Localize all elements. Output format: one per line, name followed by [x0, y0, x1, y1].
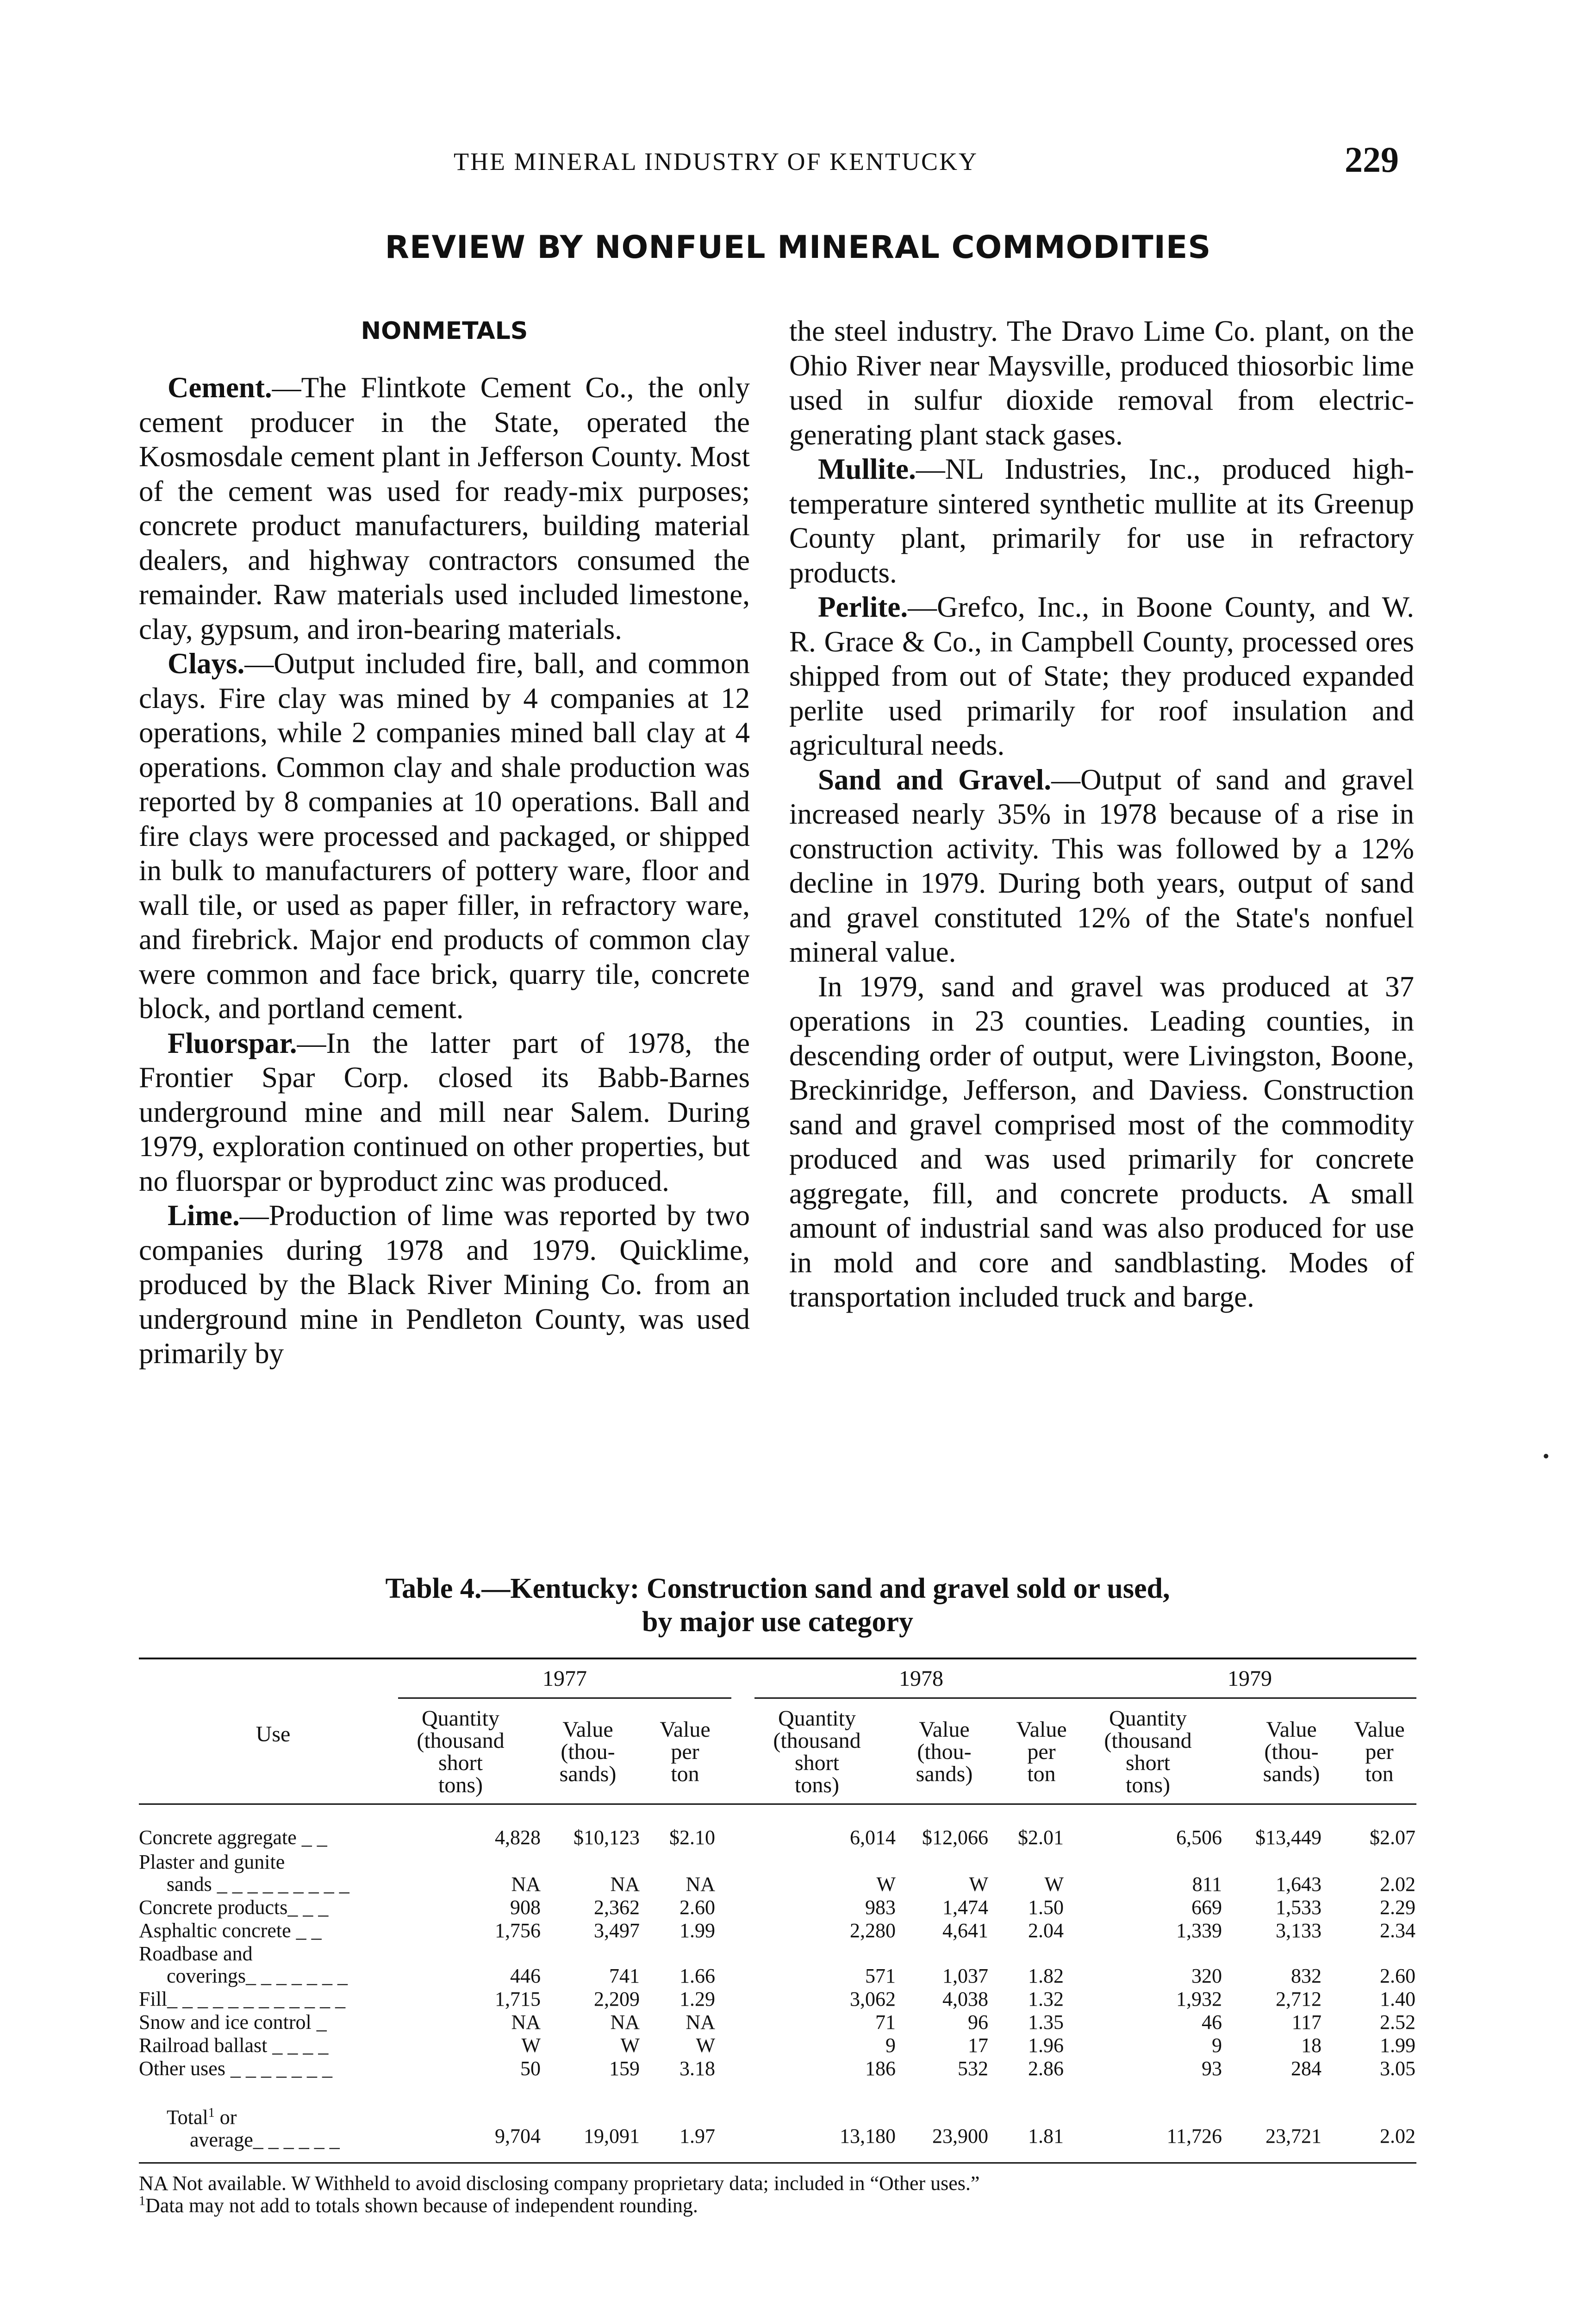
year-rule-1977 [398, 1697, 731, 1699]
table-cell: 811 [1192, 1873, 1222, 1896]
header-line: short [1126, 1751, 1170, 1775]
row-label [139, 1920, 322, 1942]
table-cell: W [876, 1873, 896, 1896]
paragraph-text: —Production of lime was reported by two companies during 1978 and 1979. Quicklime, produced by the Black River Mining Co. from an underground mine in Pendleton County, was used primarily by [139, 1199, 750, 1370]
header-line: short [438, 1751, 483, 1775]
total-cell: 2.02 [1380, 2125, 1415, 2147]
paragraph-head: Perlite. [818, 591, 908, 623]
table-cell: 4,641 [942, 1919, 988, 1942]
paragraph-cement [139, 370, 750, 646]
paragraph-text: —In the latter part of 1978, the Frontier Spar Corp. closed its Babb-Barnes underground mine and mill near Salem. During 1979, exploration continued on other properties, but no fluorspar or byproduct zinc was produced. [139, 1026, 750, 1197]
total-label-line: average_ _ _ _ _ _ [190, 2128, 340, 2151]
table-cell: 3,497 [594, 1919, 640, 1942]
paragraph-sand-gravel [789, 763, 1414, 970]
total-cell: 1.81 [1028, 2125, 1064, 2147]
paragraph-text: —Grefco, Inc., in Boone County, and W. R. Grace & Co., in Campbell County, processed ores shipped from out of State; they produced expanded perlite used primarily for roof insulation and agricultural needs. [789, 591, 1414, 761]
header-line: Value [1016, 1717, 1067, 1742]
subsection-title: NONMETALS [361, 317, 528, 345]
header-quantity-1978 [754, 1708, 879, 1796]
table-cell: 96 [968, 2011, 988, 2033]
header-line: tons) [1126, 1773, 1170, 1797]
table-cell: W [521, 2034, 541, 2057]
table-cell: 3.05 [1380, 2057, 1415, 2080]
row-label-line: Snow and ice control _ [139, 2011, 327, 2033]
table-cell: 669 [1191, 1896, 1222, 1919]
header-line: per [671, 1739, 699, 1764]
table-cell: W [620, 2034, 640, 2057]
table-cell: 159 [609, 2057, 640, 2080]
table-cell: 71 [875, 2011, 896, 2033]
table-cell: 9 [885, 2034, 896, 2057]
paragraph-text: —Output of sand and gravel increased nearly 35% in 1978 because of a rise in construction activity. This was followed by a 12% decline in 1979. During both years, output of sand and gravel constituted 12% of the State's nonfuel mineral value. [789, 763, 1414, 968]
header-line: (thou- [561, 1739, 615, 1764]
table-cell: NA [686, 1873, 715, 1896]
table-cell: 1,339 [1176, 1919, 1222, 1942]
paragraph-text: —Output included fire, ball, and common clays. Fire clay was mined by 4 companies at 12 operations, while 2 companies mined ball clay at 4 operations. Common clay and shale production was reported by 8 companies at 10 operations. Ball and fire clays were processed and packaged, or shipped in bulk to manufacturers of pottery ware, floor and wall tile, or used as paper filler, in refractory ware, and firebrick. Major end products of common clay were common and face brick, quarry tile, concrete block, and portland cement. [139, 647, 750, 1025]
year-rule-1979 [1083, 1697, 1416, 1699]
total-cell: 19,091 [584, 2125, 640, 2147]
left-column [139, 370, 750, 1371]
header-line: (thousand [773, 1728, 861, 1753]
table-cell: $10,123 [574, 1826, 640, 1849]
paragraph-head: Cement. [168, 371, 272, 404]
table-top-rule [139, 1658, 1416, 1659]
row-label-line: Concrete aggregate _ _ [139, 1826, 327, 1849]
total-cell: 23,721 [1266, 2125, 1322, 2147]
table-cell: 2.02 [1380, 1873, 1415, 1896]
table-cell: 1,715 [495, 1988, 541, 2010]
header-line: Value [1266, 1717, 1317, 1742]
table-cell: 3,062 [850, 1988, 896, 2010]
table-cell: 571 [865, 1965, 896, 1987]
paragraph-head: Lime. [168, 1199, 240, 1232]
table-cell: $2.07 [1370, 1826, 1415, 1849]
table-cell: 18 [1301, 2034, 1322, 2057]
table-cell: 2,280 [850, 1919, 896, 1942]
total-cell: 23,900 [932, 2125, 988, 2147]
table-cell: 1.99 [680, 1919, 715, 1942]
table-cell: 832 [1291, 1965, 1322, 1987]
header-line: tons) [795, 1773, 839, 1797]
table-cell: 2.60 [680, 1896, 715, 1919]
header-line: Quantity [1109, 1706, 1187, 1731]
paragraph-lime [139, 1198, 750, 1371]
total-row-label [167, 2102, 340, 2151]
table-cell: $2.01 [1018, 1826, 1064, 1849]
total-label: Total [167, 2106, 208, 2129]
table-title-line2: by major use category [642, 1606, 913, 1638]
paragraph-head: Sand and Gravel. [818, 763, 1052, 796]
header-value-per-ton-1977 [648, 1719, 722, 1785]
header-line: Value [919, 1717, 970, 1742]
header-line: per [1027, 1739, 1056, 1764]
table-cell: 6,506 [1176, 1826, 1222, 1849]
use-header: Use [256, 1722, 291, 1746]
paragraph-lime-continued: the steel industry. The Dravo Lime Co. plant, on the Ohio River near Maysville, produced thiosorbic lime used in sulfur dioxide removal from electric-generating plant stack gases. [789, 315, 1414, 451]
row-label [139, 1827, 327, 1849]
header-line: sands) [1263, 1762, 1320, 1786]
table-cell: $12,066 [922, 1826, 988, 1849]
paragraph-head: Mullite. [818, 453, 916, 485]
table-cell: $2.10 [669, 1826, 715, 1849]
row-label-line: Railroad ballast _ _ _ _ [139, 2034, 329, 2057]
table-footnote-2 [139, 2194, 698, 2217]
table-cell: 1,643 [1276, 1873, 1322, 1896]
row-label-line: Fill_ _ _ _ _ _ _ _ _ _ _ _ [139, 1988, 346, 2010]
table-cell: NA [610, 1873, 640, 1896]
table-cell: NA [511, 1873, 541, 1896]
table-cell: 532 [958, 2057, 988, 2080]
table-cell: 2.86 [1028, 2057, 1064, 2080]
table-cell: 1.96 [1028, 2034, 1064, 2057]
table-cell: NA [511, 2011, 541, 2033]
table-cell: 2.04 [1028, 1919, 1064, 1942]
year-rule-1978 [754, 1697, 1088, 1699]
table-cell: 983 [865, 1896, 896, 1919]
paragraph-head: Fluorspar. [168, 1026, 297, 1059]
table-cell: 1.99 [1380, 2034, 1415, 2057]
header-value-1978 [903, 1719, 986, 1785]
paragraph-mullite [789, 452, 1414, 590]
total-cell: 9,704 [495, 2125, 541, 2147]
header-line: (thousand [1104, 1728, 1192, 1753]
paragraph-perlite [789, 590, 1414, 763]
table-cell: 2.34 [1380, 1919, 1415, 1942]
table-cell: 2.60 [1380, 1965, 1415, 1987]
table-cell: 17 [968, 2034, 988, 2057]
header-value-per-ton-1978 [1004, 1719, 1079, 1785]
section-title: REVIEW BY NONFUEL MINERAL COMMODITIES [385, 229, 1211, 266]
table-title [139, 1572, 1416, 1639]
header-line: Quantity [778, 1706, 856, 1731]
table-cell: 1.66 [680, 1965, 715, 1987]
table-bottom-rule [139, 2162, 1416, 2164]
header-quantity-1977 [398, 1708, 523, 1796]
table-cell: 1,037 [942, 1965, 988, 1987]
row-label-line: Other uses _ _ _ _ _ _ _ [139, 2057, 332, 2080]
table-header-rule [139, 1803, 1416, 1805]
year-label-1978: 1978 [899, 1666, 943, 1691]
table-cell: 46 [1202, 2011, 1222, 2033]
running-head: THE MINERAL INDUSTRY OF KENTUCKY [454, 148, 978, 175]
row-label-line: coverings_ _ _ _ _ _ _ [167, 1965, 348, 1987]
paragraph-clays [139, 646, 750, 1026]
header-line: tons) [438, 1773, 483, 1797]
header-line: sands) [916, 1762, 973, 1786]
paragraph-head: Clays. [168, 647, 245, 680]
table-title-line1: Table 4.—Kentucky: Construction sand and gravel sold or used, [385, 1573, 1170, 1604]
row-label [139, 1943, 348, 1987]
total-label-or: or [214, 2106, 237, 2129]
table-cell: 284 [1291, 2057, 1322, 2080]
header-line: (thou- [1264, 1739, 1319, 1764]
table-cell: 2,362 [594, 1896, 640, 1919]
paragraph-text: —NL Industries, Inc., produced high-temperature sintered synthetic mullite at its Greenup County plant, primarily for use in refractory products. [789, 453, 1414, 589]
row-label [139, 1851, 349, 1896]
header-line: ton [1027, 1762, 1056, 1786]
table-cell: 93 [1202, 2057, 1222, 2080]
row-label [139, 2058, 332, 2080]
table-cell: 2,712 [1276, 1988, 1322, 2010]
total-cell: 13,180 [840, 2125, 896, 2147]
header-line: Value [660, 1717, 711, 1742]
header-value-per-ton-1979 [1345, 1719, 1414, 1785]
total-cell: 11,726 [1166, 2125, 1222, 2147]
table-cell: NA [610, 2011, 640, 2033]
table-cell: 908 [510, 1896, 541, 1919]
header-line: (thousand [417, 1728, 505, 1753]
table-footnote-1: NA Not available. W Withheld to avoid disclosing company proprietary data; included in “Other uses.” [139, 2172, 980, 2195]
table-cell: 1.40 [1380, 1988, 1415, 2010]
year-label-1977: 1977 [542, 1666, 587, 1691]
table-cell: W [696, 2034, 715, 2057]
row-label-line: Concrete products_ _ _ [139, 1896, 329, 1919]
header-value-1977 [546, 1719, 630, 1785]
table-cell: W [1044, 1873, 1064, 1896]
header-value-1979 [1250, 1719, 1333, 1785]
row-label-line: sands _ _ _ _ _ _ _ _ _ [167, 1873, 349, 1896]
table-cell: W [969, 1873, 988, 1896]
paragraph-sand-gravel-2: In 1979, sand and gravel was produced at 37 operations in 23 counties. Leading counties, in descending order of output, were Livingston, Boone, Breckinridge, Jefferson, and Daviess. Construction sand and gravel comprised most of the commodity produced and was used primarily for concrete aggregate, fill, and concrete products. A small amount of industrial sand was also produced for use in mold and core and sandblasting. Modes of transportation included truck and barge. [789, 970, 1414, 1313]
header-line: Value [1354, 1717, 1405, 1742]
stray-mark [1544, 1454, 1548, 1458]
total-footnote-marker: 1 [208, 2106, 215, 2120]
table-cell: 1,474 [942, 1896, 988, 1919]
table-cell: 4,828 [495, 1826, 541, 1849]
row-label [139, 1896, 328, 1919]
table-cell: 9 [1212, 2034, 1222, 2057]
table-cell: 1.50 [1028, 1896, 1064, 1919]
table-cell: 4,038 [942, 1988, 988, 2010]
footnote-marker: 1 [139, 2194, 145, 2209]
header-line: Value [562, 1717, 613, 1742]
paragraph-fluorspar [139, 1026, 750, 1199]
row-label [139, 2011, 327, 2033]
table-cell: 117 [1291, 2011, 1322, 2033]
table-cell: 50 [520, 2057, 541, 2080]
table-cell: 1.32 [1028, 1988, 1064, 2010]
total-label-line [167, 2102, 340, 2129]
table-cell: 6,014 [850, 1826, 896, 1849]
year-label-1979: 1979 [1228, 1666, 1272, 1691]
row-label-line: Plaster and gunite [139, 1851, 285, 1873]
table-cell: 1,533 [1276, 1896, 1322, 1919]
paragraph-text: —The Flintkote Cement Co., the only cement producer in the State, operated the Kosmosdale cement plant in Jefferson County. Most of the cement was used for ready-mix purposes; concrete product manufacturers, building material dealers, and highway contractors consumed the remainder. Raw materials used included limestone, clay, gypsum, and iron-bearing materials. [139, 371, 750, 645]
header-line: (thou- [917, 1739, 972, 1764]
table-cell: 1,932 [1176, 1988, 1222, 2010]
table-cell: 320 [1191, 1965, 1222, 1987]
table-cell: $13,449 [1255, 1826, 1322, 1849]
header-line: ton [1365, 1762, 1394, 1786]
right-column [789, 314, 1414, 1314]
table-cell: 446 [510, 1965, 541, 1987]
table-cell: 1,756 [495, 1919, 541, 1942]
table-cell: 3.18 [680, 2057, 715, 2080]
table-cell: 1.29 [680, 1988, 715, 2010]
row-label-line: Asphaltic concrete _ _ [139, 1919, 322, 1942]
table-cell: 2.52 [1380, 2011, 1415, 2033]
row-label-line: Roadbase and [139, 1942, 253, 1965]
header-line: Quantity [422, 1706, 499, 1731]
row-label [139, 1988, 345, 2010]
table-cell: 1.35 [1028, 2011, 1064, 2033]
row-label [139, 2034, 328, 2057]
table-cell: 2,209 [594, 1988, 640, 2010]
header-line: short [795, 1751, 839, 1775]
table-cell: 3,133 [1276, 1919, 1322, 1942]
table-cell: 741 [609, 1965, 640, 1987]
footnote-text: Data may not add to totals shown because of independent rounding. [145, 2194, 698, 2217]
header-line: per [1365, 1739, 1394, 1764]
table-cell: 186 [865, 2057, 896, 2080]
header-quantity-1979 [1085, 1708, 1210, 1796]
header-line: ton [671, 1762, 699, 1786]
page-number: 229 [1345, 139, 1399, 180]
total-cell: 1.97 [680, 2125, 715, 2147]
table-cell: 2.29 [1380, 1896, 1415, 1919]
header-line: sands) [559, 1762, 617, 1786]
table-cell: NA [686, 2011, 715, 2033]
table-cell: 1.82 [1028, 1965, 1064, 1987]
